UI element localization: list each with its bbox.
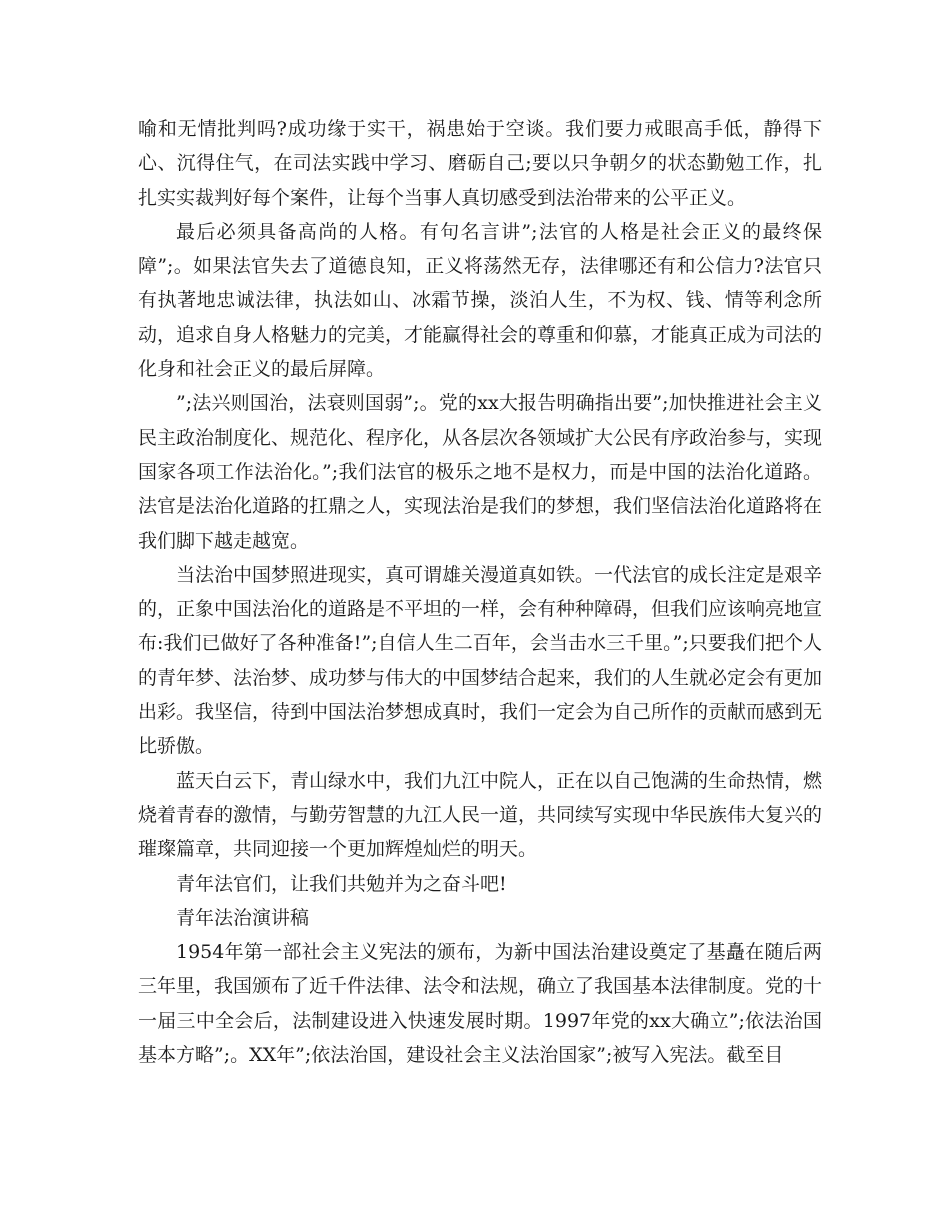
paragraph-constitution-history: 1954年第一部社会主义宪法的颁布，为新中国法治建设奠定了基矗在随后两三年里，我国颁布了近千件法律、法令和法规，确立了我国基本法律制度。党的十一届三中全会后，法制建设进入快速发展时期。1997年党的xx大确立”;依法治国基本方略”;。XX年”;依法治国，建设社会主义法治国家”;被写入宪法。截至目 (138, 941, 823, 1067)
paragraph-jiujiang-court: 蓝天白云下，青山绿水中，我们九江中院人，正在以自己饱满的生命热情，燃烧着青春的激情，与勤劳智慧的九江人民一道，共同续写实现中华民族伟大复兴的璀璨篇章，共同迎接一个更加辉煌灿烂的明天。 (138, 769, 823, 861)
paragraph-continued: 喻和无情批判吗?成功缘于实干，祸患始于空谈。我们要力戒眼高手低，静得下心、沉得住气，在司法实践中学习、磨砺自己;要以只争朝夕的状态勤勉工作，扎扎实实裁判好每个案件，让每个当事人真切感受到法治带来的公平正义。 (138, 118, 822, 209)
paragraph-china-dream: 当法治中国梦照进现实，真可谓雄关漫道真如铁。一代法官的成长注定是艰辛的，正象中国法治化的道路是不平坦的一样，会有种种障碍，但我们应该响亮地宣布:我们已做好了各种准备!”;自信人生二百年，会当击水三千里。”;只要我们把个人的青年梦、法治梦、成功梦与伟大的中国梦结合起来，我们的人生就必定会有更加出彩。我坚信，待到中国法治梦想成真时，我们一定会为自己所作的贡献而感到无比骄傲。 (138, 563, 823, 758)
section-title: 青年法治演讲稿 (176, 906, 310, 929)
document-body (138, 112, 822, 1072)
paragraph-call-to-action: 青年法官们，让我们共勉并为之奋斗吧! (176, 872, 507, 895)
paragraph-noble-character: 最后必须具备高尚的人格。有句名言讲”;法官的人格是社会正义的最终保障”;。如果法官失去了道德良知，正义将荡然无存，法律哪还有和公信力?法官只有执著地忠诚法律，执法如山、冰霜节操，淡泊人生，不为权、钱、情等利念所动，追求自身人格魅力的完美，才能赢得社会的尊重和仰慕，才能真正成为司法的化身和社会正义的最后屏障。 (138, 220, 823, 381)
paragraph-rule-of-law: ”;法兴则国治，法衰则国弱”;。党的xx大报告明确指出要”;加快推进社会主义民主政治制度化、规范化、程序化，从各层次各领域扩大公民有序政治参与，实现国家各项工作法治化。”;我们法官的极乐之地不是权力，而是中国的法治化道路。法官是法治化道路的扛鼎之人，实现法治是我们的梦想，我们坚信法治化道路将在我们脚下越走越宽。 (138, 392, 823, 552)
